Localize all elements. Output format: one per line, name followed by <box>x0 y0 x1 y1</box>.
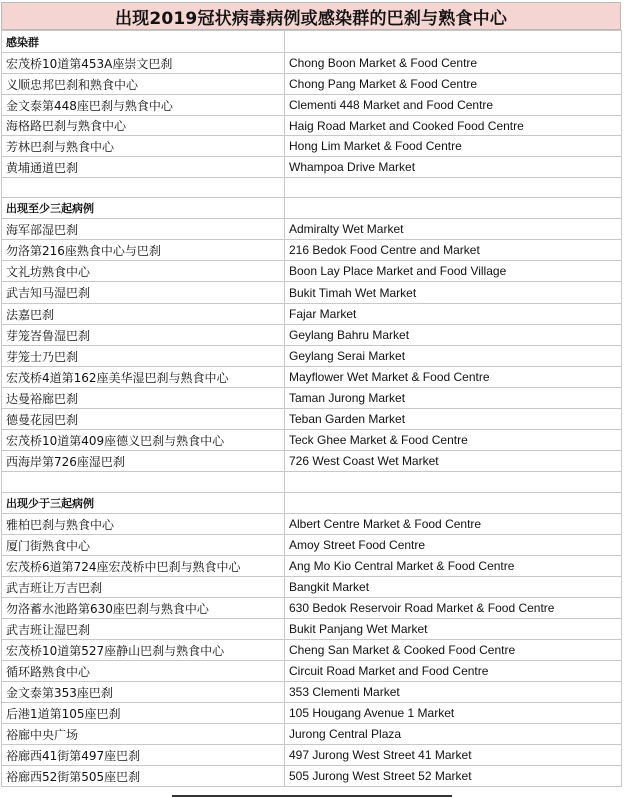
english-name-cell[interactable] <box>285 178 622 198</box>
chinese-name-cell[interactable]: 裕廊中央广场 <box>2 724 285 745</box>
chinese-name-cell[interactable]: 宏茂桥10道第527座静山巴刹与熟食中心 <box>2 640 285 661</box>
table-row <box>2 619 622 640</box>
english-name-cell[interactable]: Fajar Market <box>285 304 622 325</box>
market-table <box>1 30 622 787</box>
english-name-cell[interactable]: Teck Ghee Market & Food Centre <box>285 430 622 451</box>
chinese-name-cell[interactable]: 裕廊西52街第505座巴刹 <box>2 766 285 787</box>
chinese-name-cell[interactable]: 后港1道第105座巴刹 <box>2 703 285 724</box>
chinese-name-cell[interactable]: 芽笼峇鲁湿巴刹 <box>2 325 285 346</box>
chinese-name-cell[interactable]: 宏茂桥6道第724座宏茂桥中巴刹与熟食中心 <box>2 556 285 577</box>
table-row <box>2 282 622 304</box>
section-header-row <box>2 493 622 514</box>
table-row <box>2 661 622 682</box>
chinese-name-cell[interactable]: 芽笼士乃巴刹 <box>2 346 285 367</box>
english-name-cell[interactable]: Chong Pang Market & Food Centre <box>285 74 622 95</box>
english-name-cell[interactable]: 497 Jurong West Street 41 Market <box>285 745 622 766</box>
chinese-name-cell[interactable]: 德曼花园巴刹 <box>2 409 285 430</box>
chinese-name-cell[interactable]: 武吉班让湿巴刹 <box>2 619 285 640</box>
english-name-cell[interactable]: Bukit Panjang Wet Market <box>285 619 622 640</box>
english-name-cell[interactable] <box>285 493 622 514</box>
chinese-name-cell[interactable]: 海军部湿巴刹 <box>2 219 285 240</box>
table-row <box>2 261 622 282</box>
table-row <box>2 451 622 472</box>
english-name-cell[interactable] <box>285 31 622 53</box>
english-name-cell[interactable]: Geylang Bahru Market <box>285 325 622 346</box>
english-name-cell[interactable]: Taman Jurong Market <box>285 388 622 409</box>
english-name-cell[interactable]: Circuit Road Market and Food Centre <box>285 661 622 682</box>
chinese-name-cell[interactable]: 宏茂桥4道第162座美华湿巴刹与熟食中心 <box>2 367 285 388</box>
chinese-name-cell[interactable]: 勿洛第216座熟食中心与巴刹 <box>2 240 285 261</box>
english-name-cell[interactable]: Chong Boon Market & Food Centre <box>285 53 622 74</box>
english-name-cell[interactable]: Jurong Central Plaza <box>285 724 622 745</box>
table-row <box>2 745 622 766</box>
chinese-name-cell[interactable]: 武吉知马湿巴刹 <box>2 282 285 304</box>
chinese-name-cell[interactable]: 西海岸第726座湿巴刹 <box>2 451 285 472</box>
chinese-name-cell[interactable]: 文礼坊熟食中心 <box>2 261 285 282</box>
table-row <box>2 682 622 703</box>
sheet-title: 出现2019冠状病毒病例或感染群的巴刹与熟食中心 <box>1 2 621 30</box>
english-name-cell[interactable]: Whampoa Drive Market <box>285 157 622 178</box>
english-name-cell[interactable]: Admiralty Wet Market <box>285 219 622 240</box>
table-row <box>2 136 622 157</box>
english-name-cell[interactable]: Haig Road Market and Cooked Food Centre <box>285 116 622 136</box>
section-header-row <box>2 198 622 219</box>
english-name-cell[interactable]: Hong Lim Market & Food Centre <box>285 136 622 157</box>
english-name-cell[interactable]: 505 Jurong West Street 52 Market <box>285 766 622 787</box>
english-name-cell[interactable]: Teban Garden Market <box>285 409 622 430</box>
table-row <box>2 724 622 745</box>
chinese-name-cell[interactable]: 芳林巴刹与熟食中心 <box>2 136 285 157</box>
english-name-cell[interactable]: 353 Clementi Market <box>285 682 622 703</box>
section-label[interactable]: 感染群 <box>2 31 285 53</box>
table-row <box>2 640 622 661</box>
english-name-cell[interactable]: 216 Bedok Food Centre and Market <box>285 240 622 261</box>
table-row <box>2 556 622 577</box>
english-name-cell[interactable]: 105 Hougang Avenue 1 Market <box>285 703 622 724</box>
english-name-cell[interactable]: Albert Centre Market & Food Centre <box>285 514 622 535</box>
english-name-cell[interactable]: 630 Bedok Reservoir Road Market & Food Centre <box>285 598 622 619</box>
english-name-cell[interactable]: Boon Lay Place Market and Food Village <box>285 261 622 282</box>
table-row <box>2 157 622 178</box>
table-row <box>2 304 622 325</box>
cut-off-border <box>172 795 452 797</box>
table-row <box>2 367 622 388</box>
chinese-name-cell[interactable]: 黄埔通道巴刹 <box>2 157 285 178</box>
table-row <box>2 703 622 724</box>
english-name-cell[interactable] <box>285 198 622 219</box>
table-row <box>2 388 622 409</box>
table-row <box>2 598 622 619</box>
table-row <box>2 53 622 74</box>
chinese-name-cell[interactable]: 厦门街熟食中心 <box>2 535 285 556</box>
english-name-cell[interactable]: Geylang Serai Market <box>285 346 622 367</box>
chinese-name-cell[interactable]: 金文泰第353座巴刹 <box>2 682 285 703</box>
chinese-name-cell[interactable]: 循环路熟食中心 <box>2 661 285 682</box>
table-row <box>2 325 622 346</box>
section-label[interactable]: 出现至少三起病例 <box>2 198 285 219</box>
english-name-cell[interactable]: Bangkit Market <box>285 577 622 598</box>
chinese-name-cell[interactable]: 勿洛蓄水池路第630座巴刹与熟食中心 <box>2 598 285 619</box>
table-row <box>2 514 622 535</box>
chinese-name-cell[interactable]: 金文泰第448座巴刹与熟食中心 <box>2 95 285 116</box>
chinese-name-cell[interactable]: 达曼裕廊巴刹 <box>2 388 285 409</box>
english-name-cell[interactable]: Clementi 448 Market and Food Centre <box>285 95 622 116</box>
chinese-name-cell[interactable] <box>2 472 285 493</box>
english-name-cell[interactable] <box>285 472 622 493</box>
table-row <box>2 240 622 261</box>
section-header-row <box>2 31 622 53</box>
chinese-name-cell[interactable]: 海格路巴刹与熟食中心 <box>2 116 285 136</box>
chinese-name-cell[interactable]: 宏茂桥10道第453A座崇文巴刹 <box>2 53 285 74</box>
english-name-cell[interactable]: Cheng San Market & Cooked Food Centre <box>285 640 622 661</box>
table-row <box>2 95 622 116</box>
table-row <box>2 116 622 136</box>
table-row <box>2 219 622 240</box>
table-row <box>2 577 622 598</box>
chinese-name-cell[interactable] <box>2 178 285 198</box>
chinese-name-cell[interactable]: 宏茂桥10道第409座德义巴刹与熟食中心 <box>2 430 285 451</box>
section-label[interactable]: 出现少于三起病例 <box>2 493 285 514</box>
blank-row <box>2 178 622 198</box>
english-name-cell[interactable]: Ang Mo Kio Central Market & Food Centre <box>285 556 622 577</box>
table-row <box>2 535 622 556</box>
english-name-cell[interactable]: 726 West Coast Wet Market <box>285 451 622 472</box>
chinese-name-cell[interactable]: 雅柏巴刹与熟食中心 <box>2 514 285 535</box>
chinese-name-cell[interactable]: 义顺忠邦巴刹和熟食中心 <box>2 74 285 95</box>
english-name-cell[interactable]: Mayflower Wet Market & Food Centre <box>285 367 622 388</box>
table-row <box>2 409 622 430</box>
english-name-cell[interactable]: Amoy Street Food Centre <box>285 535 622 556</box>
blank-row <box>2 472 622 493</box>
chinese-name-cell[interactable]: 裕廊西41街第497座巴刹 <box>2 745 285 766</box>
table-row <box>2 346 622 367</box>
table-row <box>2 430 622 451</box>
chinese-name-cell[interactable]: 武吉班让万吉巴刹 <box>2 577 285 598</box>
table-row <box>2 74 622 95</box>
english-name-cell[interactable]: Bukit Timah Wet Market <box>285 282 622 304</box>
market-table-body <box>2 31 622 787</box>
chinese-name-cell[interactable]: 法嘉巴刹 <box>2 304 285 325</box>
table-row <box>2 766 622 787</box>
